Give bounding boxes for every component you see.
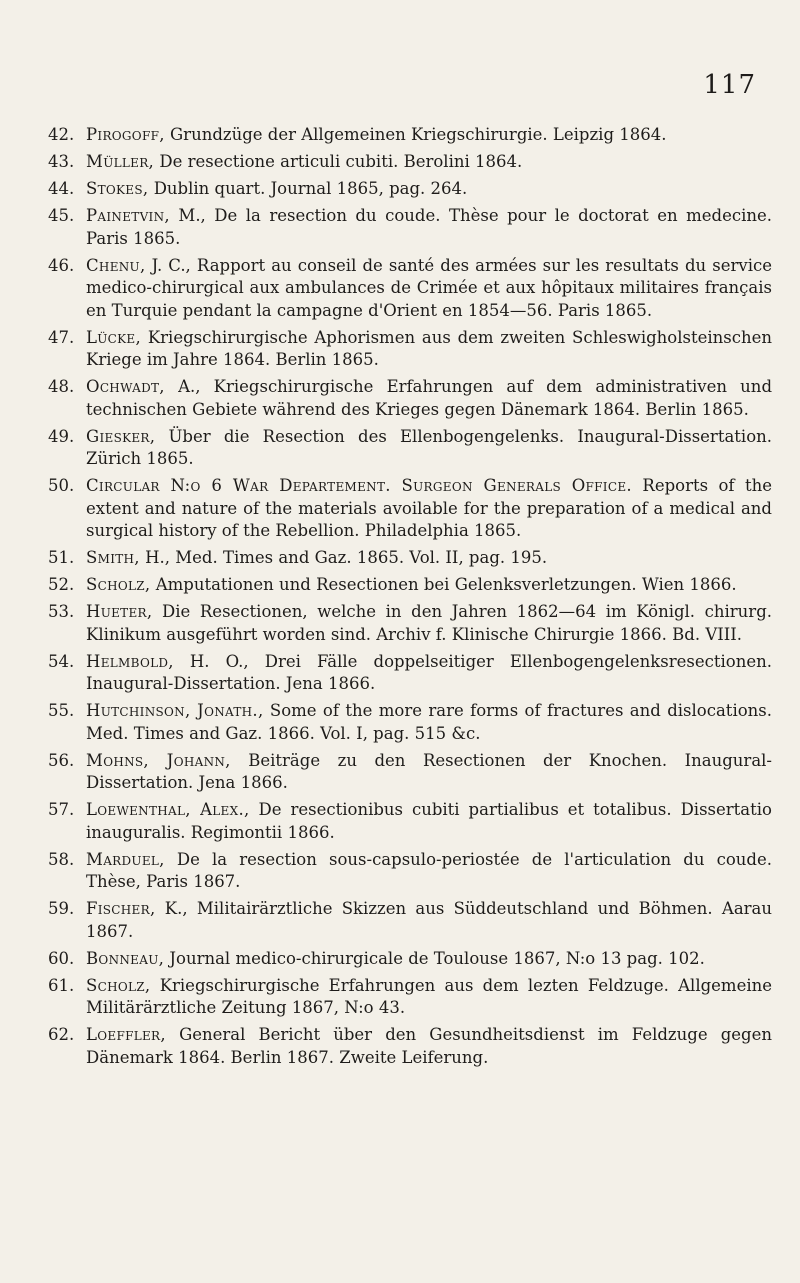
reference-number: 43.: [48, 152, 75, 171]
reference-citation: Amputationen und Resectionen bei Gelenksverletzungen. Wien 1866.: [155, 575, 737, 594]
reference-number: 47.: [48, 327, 75, 347]
reference-author: Hutchinson, Jonath.,: [86, 701, 264, 720]
reference-text: [86, 799, 772, 844]
reference-entry: [48, 151, 772, 174]
reference-author: Marduel,: [86, 849, 165, 869]
reference-entry: [48, 948, 772, 971]
reference-citation: A., Kriegschirurgische Erfahrungen auf dem administrativen und technischen Gebiete während des Krieges gegen Dänemark 1864. Berlin 1865.: [86, 377, 773, 419]
reference-citation: General Bericht über den Gesundheitsdienst im Feldzuge gegen Dänemark 1864. Berlin 1867. Zweite Leiferung.: [86, 1025, 772, 1067]
reference-number: 48.: [48, 377, 75, 396]
reference-citation: Kriegschirurgische Erfahrungen aus dem lezten Feldzuge. Allgemeine Militärärztliche Zeitung 1867, N:o 43.: [86, 975, 772, 1017]
reference-number: 46.: [48, 255, 75, 275]
reference-text: [86, 574, 772, 597]
reference-number: 49.: [48, 426, 75, 446]
reference-number: 56.: [48, 750, 75, 770]
reference-text: [86, 898, 772, 943]
reference-entry: [48, 426, 772, 471]
reference-entry: [48, 975, 772, 1020]
reference-number: 52.: [48, 575, 75, 594]
reference-entry: [48, 376, 772, 421]
reference-entry: [48, 799, 772, 844]
reference-number: 54.: [48, 651, 75, 671]
reference-author: Helmbold,: [86, 651, 174, 671]
reference-entry: [48, 124, 772, 147]
page-number: 117: [703, 70, 756, 100]
reference-text: [86, 327, 772, 372]
reference-author: Lücke,: [86, 327, 142, 347]
reference-citation: Die Resectionen, welche in den Jahren 1862—64 im Königl. chirurg. Klinikum ausgeführt worden sind. Archiv f. Klinische Chirurgie 1866. Bd. VIII.: [86, 602, 773, 644]
reference-number: 55.: [48, 701, 75, 720]
reference-entry: [48, 205, 772, 250]
reference-entry: [48, 750, 772, 795]
reference-author: Pirogoff,: [86, 125, 165, 144]
reference-author: Scholz,: [86, 975, 151, 995]
reference-number: 61.: [48, 975, 75, 995]
reference-number: 58.: [48, 849, 75, 869]
reference-author: Painetvin,: [86, 206, 170, 225]
reference-text: [86, 750, 772, 795]
reference-entry: [48, 547, 772, 570]
reference-author: Loeffler,: [86, 1025, 166, 1044]
reference-text: [86, 205, 772, 250]
reference-entry: [48, 849, 772, 894]
reference-entry: [48, 255, 772, 323]
reference-citation: J. C., Rapport au conseil de santé des armées sur les resultats du service medico-chirurgical aux ambulances de Crimée et aux hôpitaux militaires français en Turquie pendant la campagne d'Orient en 1854—56. Paris 1865.: [86, 255, 772, 320]
reference-citation: M., De la resection du coude. Thèse pour le doctorat en medecine. Paris 1865.: [86, 206, 772, 248]
reference-number: 42.: [48, 125, 75, 144]
reference-author: Scholz,: [86, 575, 151, 594]
reference-author: Mohns, Johann,: [86, 750, 231, 770]
reference-text: [86, 601, 772, 646]
reference-author: Giesker,: [86, 426, 156, 446]
reference-number: 59.: [48, 899, 75, 918]
reference-author: Fischer,: [86, 899, 156, 918]
reference-text: [86, 426, 772, 471]
reference-entry: [48, 327, 772, 372]
reference-text: [86, 124, 772, 147]
reference-entry: [48, 601, 772, 646]
reference-text: [86, 151, 772, 174]
reference-author: Stokes,: [86, 179, 149, 198]
reference-entry: [48, 1024, 772, 1069]
reference-text: [86, 651, 772, 696]
reference-author: Bonneau,: [86, 948, 165, 968]
reference-citation: Grundzüge der Allgemeinen Kriegschirurgie. Leipzig 1864.: [170, 125, 667, 144]
reference-citation: Some of the more rare forms of fractures and dislocations. Med. Times and Gaz. 1866. Vol. I, pag. 515 &c.: [86, 701, 772, 743]
reference-number: 62.: [48, 1025, 75, 1044]
reference-citation: K., Militairärztliche Skizzen aus Süddeutschland und Böhmen. Aarau 1867.: [86, 899, 773, 941]
reference-text: [86, 547, 772, 570]
reference-entry: [48, 574, 772, 597]
reference-author: Hueter,: [86, 602, 153, 621]
reference-author: Müller,: [86, 152, 155, 171]
reference-number: 45.: [48, 206, 75, 225]
reference-author: Circular N:o 6 War Departement. Surgeon Generals Office.: [86, 476, 632, 495]
reference-number: 50.: [48, 476, 75, 495]
reference-citation: Reports of the extent and nature of the materials avoilable for the preparation of a medical and surgical history of the Rebellion. Philadelphia 1865.: [86, 476, 772, 540]
reference-citation: H., Med. Times and Gaz. 1865. Vol. II, pag. 195.: [145, 548, 548, 567]
reference-text: [86, 255, 772, 323]
reference-entry: [48, 898, 772, 943]
reference-number: 53.: [48, 602, 75, 621]
reference-author: Loewenthal, Alex.,: [86, 800, 250, 819]
reference-text: [86, 475, 772, 543]
reference-citation: De la resection sous-capsulo-periostée de l'articulation du coude. Thèse, Paris 1867.: [86, 849, 772, 891]
reference-number: 57.: [48, 800, 75, 819]
reference-text: [86, 1024, 772, 1069]
reference-citation: H. O., Drei Fälle doppelseitiger Ellenbogengelenksresectionen. Inaugural-Dissertation. Jena 1866.: [86, 651, 772, 693]
reference-entry: [48, 178, 772, 201]
reference-list: [48, 124, 772, 1074]
reference-citation: Dublin quart. Journal 1865, pag. 264.: [153, 179, 468, 198]
reference-citation: Über die Resection des Ellenbogengelenks. Inaugural-Dissertation. Zürich 1865.: [86, 426, 773, 468]
reference-text: [86, 376, 772, 421]
reference-citation: Beiträge zu den Resectionen der Knochen. Inaugural-Dissertation. Jena 1866.: [86, 750, 773, 792]
reference-citation: De resectione articuli cubiti. Berolini 1864.: [159, 152, 523, 171]
reference-author: Smith,: [86, 548, 140, 567]
reference-entry: [48, 651, 772, 696]
reference-entry: [48, 700, 772, 745]
reference-number: 51.: [48, 548, 75, 567]
reference-entry: [48, 475, 772, 543]
reference-citation: De resectionibus cubiti partialibus et totalibus. Dissertatio inauguralis. Regimontii 1866.: [86, 800, 772, 842]
reference-text: [86, 178, 772, 201]
reference-citation: Journal medico-chirurgicale de Toulouse 1867, N:o 13 pag. 102.: [169, 948, 705, 968]
reference-text: [86, 849, 772, 894]
reference-text: [86, 975, 772, 1020]
reference-author: Ochwadt,: [86, 377, 165, 396]
reference-text: [86, 700, 772, 745]
reference-text: [86, 948, 772, 971]
reference-number: 60.: [48, 948, 75, 968]
reference-citation: Kriegschirurgische Aphorismen aus dem zweiten Schleswigholsteinschen Kriege im Jahre 1864. Berlin 1865.: [86, 327, 772, 369]
reference-number: 44.: [48, 179, 75, 198]
reference-author: Chenu,: [86, 255, 146, 275]
